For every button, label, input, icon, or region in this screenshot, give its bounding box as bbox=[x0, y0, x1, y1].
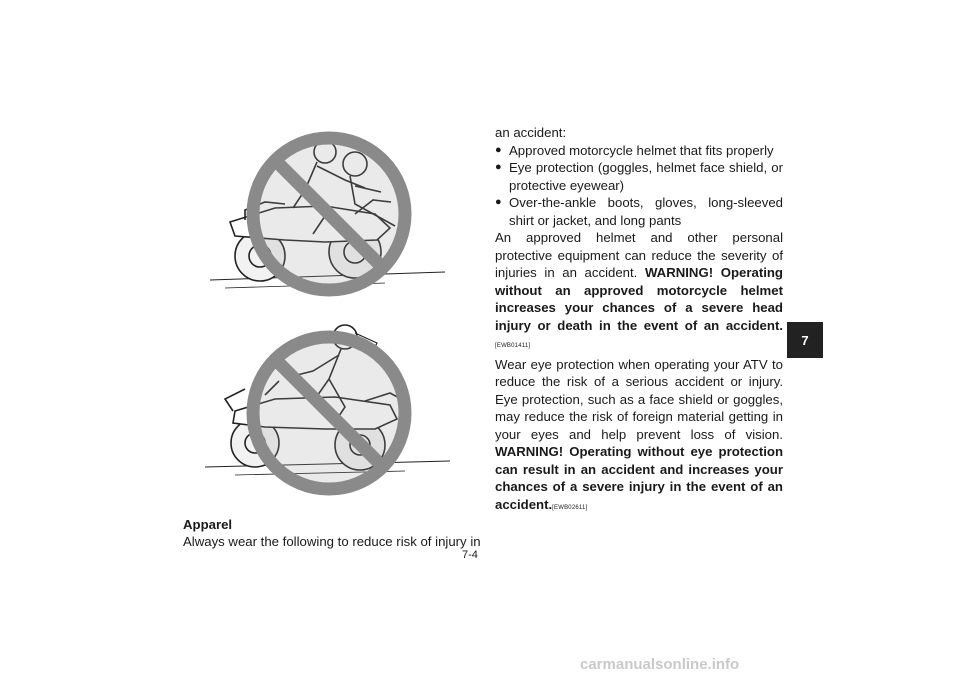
apparel-intro: Always wear the following to reduce risk of injury in bbox=[183, 534, 481, 549]
eye-protection-paragraph bbox=[495, 356, 783, 518]
helmet-paragraph bbox=[495, 229, 783, 356]
list-item bbox=[495, 159, 783, 194]
apparel-heading: Apparel bbox=[183, 517, 233, 532]
helmet-text: An approved helmet and other personal protective equipment can reduce the severity of injuries in an accident. bbox=[495, 230, 783, 280]
bullet-text: Approved motorcycle helmet that fits properly bbox=[509, 142, 774, 158]
warning-code: [EWB02611] bbox=[552, 504, 588, 511]
watermark: carmanualsonline.info bbox=[580, 656, 740, 673]
eye-protection-text: Wear eye protection when operating your ATV to reduce the risk of a serious accident or injury. Eye protection, such as a face shield or goggles, may reduce the risk of foreign material getting in your eyes and help prevent loss of vision. bbox=[495, 356, 783, 442]
bullet-icon: ● bbox=[495, 196, 502, 208]
page-number: 7-4 bbox=[462, 549, 478, 561]
eye-protection-warning: WARNING! Operating without eye protection can result in an accident and increases your chances of a severe injury in the event of an accident. bbox=[495, 444, 783, 512]
list-item bbox=[495, 194, 783, 229]
bullet-icon: ● bbox=[495, 143, 502, 156]
intro-continuation: an accident: bbox=[495, 125, 567, 140]
helmet-warning: WARNING! Operating without an approved motorcycle helmet increases your chances of a severe head injury or death in the event of an accident. bbox=[495, 265, 783, 333]
bullet-icon: ● bbox=[495, 161, 502, 173]
apparel-section bbox=[183, 516, 483, 550]
chapter-tab: 7 bbox=[787, 322, 823, 358]
list-item bbox=[495, 142, 783, 160]
right-column bbox=[495, 124, 783, 517]
atv-two-riders-prohibited-illustration bbox=[205, 130, 453, 298]
prohibition-symbol bbox=[253, 138, 405, 290]
prohibition-symbol bbox=[253, 337, 405, 489]
warning-code: [EWB01411] bbox=[495, 343, 531, 349]
atv-rider-prohibited-illustration bbox=[205, 315, 453, 497]
bullet-text: Over-the-ankle boots, gloves, long-sleeved shirt or jacket, and long pants bbox=[509, 195, 783, 228]
bullet-text: Eye protection (goggles, helmet face shield, or protective eyewear) bbox=[509, 160, 783, 193]
